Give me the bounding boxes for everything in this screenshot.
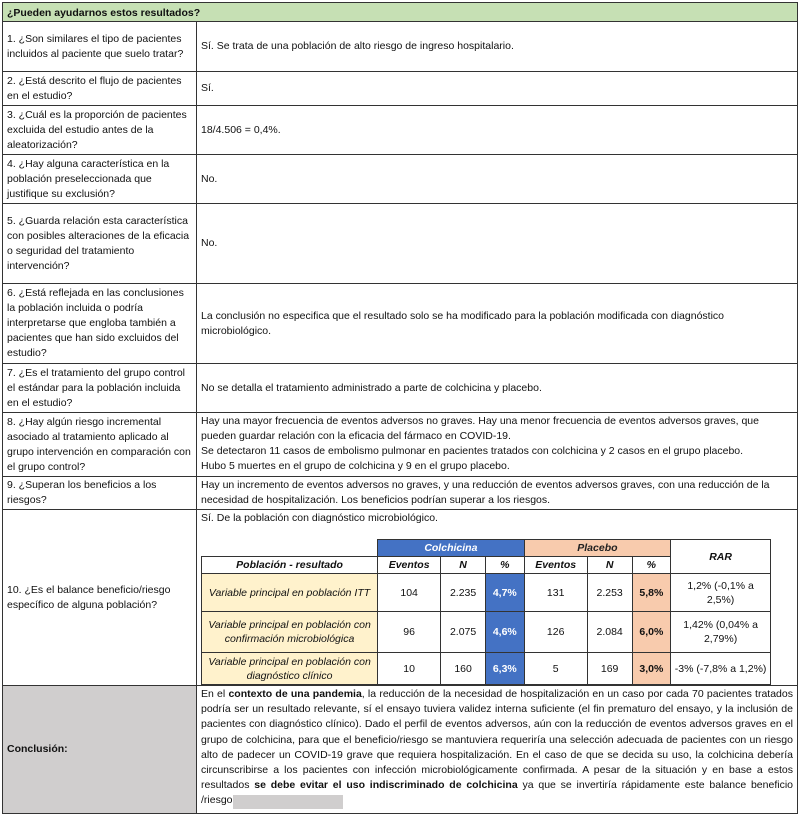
question-row-8 [2, 413, 798, 477]
answer-line: Se detectaron 11 casos de embolismo pulmonar en pacientes tratados con colchicina y 2 casos en el grupo placebo. [201, 445, 744, 457]
table-row [202, 653, 771, 685]
selection-highlight [233, 795, 343, 809]
question-row-3 [2, 106, 798, 155]
question-row-10 [2, 510, 798, 686]
question-text: 5. ¿Guarda relación esta característica con posibles alteraciones de la eficacia o seguridad del tratamiento intervención? [3, 204, 197, 283]
pla-eventos: 126 [524, 612, 587, 653]
answer-text: 18/4.506 = 0,4%. [201, 123, 281, 136]
question-text: 10. ¿Es el balance beneficio/riesgo específico de alguna población? [3, 510, 197, 685]
answer-line: Hubo 5 muertes en el grupo de colchicina y 9 en el grupo placebo. [201, 460, 510, 472]
col-n-header: N [441, 557, 486, 574]
table-row [202, 612, 771, 653]
question-row-6 [2, 284, 798, 364]
question-text: 4. ¿Hay alguna característica en la población preseleccionada que justifique su exclusión? [3, 155, 197, 203]
group-header-placebo: Placebo [524, 540, 671, 557]
rar-value: 1,2% (-0,1% a 2,5%) [671, 574, 771, 612]
answer-text [197, 413, 797, 476]
population-label: Variable principal en población ITT [202, 574, 378, 612]
question-text: 9. ¿Superan los beneficios a los riesgos? [3, 477, 197, 509]
col-n: 2.075 [441, 612, 486, 653]
col-eventos-header: Eventos [378, 557, 441, 574]
col-n: 160 [441, 653, 486, 685]
population-label: Variable principal en población con diagnóstico clínico [202, 653, 378, 685]
col-pct: 6,3% [485, 653, 524, 685]
table-row [202, 574, 771, 612]
col-eventos: 104 [378, 574, 441, 612]
question-text: 1. ¿Son similares el tipo de pacientes incluidos al paciente que suelo tratar? [3, 22, 197, 71]
pla-eventos: 5 [524, 653, 587, 685]
group-header-colchicina: Colchicina [378, 540, 525, 557]
pla-n: 169 [587, 653, 632, 685]
pla-pct: 6,0% [632, 612, 671, 653]
pla-pct-header: % [632, 557, 671, 574]
question-row-9 [2, 477, 798, 510]
pla-pct: 3,0% [632, 653, 671, 685]
question-text: 2. ¿Está descrito el flujo de pacientes en el estudio? [3, 72, 197, 105]
question-row-5 [2, 204, 798, 284]
question-text: 7. ¿Es el tratamiento del grupo control el estándar para la población incluida en el estudio? [3, 364, 197, 412]
col-n: 2.235 [441, 574, 486, 612]
pla-eventos: 131 [524, 574, 587, 612]
answer-text: Sí. [201, 82, 214, 94]
conclusion-text: En el contexto de una pandemia, la reducción de la necesidad de hospitalización en un caso por cada 70 pacientes tratados podría ser un resultado relevante, sí el ensayo tuviera validez interna suficiente (el fin prematuro del ensayo, y la inclusión de pacientes con diagnóstico clínico). Dado el perfil de eventos adversos, aún con la reducción de eventos adversos graves en el grupo de colchicina, para que el beneficio/riesgo se mantuviera requeriría una selección adecuada de pacientes con un riesgo alto de padecer un COVID-19 grave que requiera hospitalización. En el caso de que se decida su uso, la colchicina debería circunscribirse a los pacientes con infección microbiológicamente confirmada. A pesar de la situación y en base a estos resultados se debe evitar el uso indiscriminado de colchicina ya que se invertiría rápidamente este balance beneficio /riesgo [197, 686, 797, 813]
answer-text: No se detalla el tratamiento administrado a parte de colchicina y placebo. [201, 381, 542, 394]
results-table [201, 539, 771, 685]
pla-n-header: N [587, 557, 632, 574]
emphasis-recommendation: se debe evitar el uso indiscriminado de colchicina [254, 779, 518, 792]
emphasis-context: contexto de una pandemia [228, 688, 362, 700]
answer-text: Sí. Se trata de una población de alto riesgo de ingreso hospitalario. [201, 40, 514, 52]
col-pct-header: % [485, 557, 524, 574]
question-text: 3. ¿Cuál es la proporción de pacientes excluida del estudio antes de la aleatorización? [3, 106, 197, 154]
rar-header: RAR [671, 540, 771, 574]
answer-text: Hay un incremento de eventos adversos no graves, y una reducción de eventos adversos graves, con una reducción de la necesidad de hospitalización. Los beneficios podrían superar a los riesgos. [201, 479, 770, 506]
answer-block [197, 510, 797, 685]
pla-n: 2.084 [587, 612, 632, 653]
section-header: ¿Pueden ayudarnos estos resultados? [2, 2, 798, 22]
rar-value: 1,42% (0,04% a 2,79%) [671, 612, 771, 653]
question-text: 6. ¿Está reflejada en las conclusiones la población incluida o podría interpretarse que engloba también a pacientes que han sido excluidos del estudio? [3, 284, 197, 363]
answer-text: No. [201, 237, 218, 249]
conclusion-row [2, 686, 798, 814]
col-eventos: 10 [378, 653, 441, 685]
answer-text: La conclusión no especifica que el resultado solo se ha modificado para la población modificada con diagnóstico microbiológico. [201, 309, 725, 337]
question-text: 8. ¿Hay algún riesgo incremental asociado al tratamiento aplicado al grupo intervención en comparación con el grupo control? [3, 413, 197, 476]
answer-line: Hay una mayor frecuencia de eventos adversos no graves. Hay una menor frecuencia de eventos adversos graves, que pueden guardar relación con la eficacia del fármaco en COVID-19. [201, 415, 759, 442]
col-eventos: 96 [378, 612, 441, 653]
answer-intro: Sí. De la población con diagnóstico microbiológico. [201, 512, 438, 524]
col-pct: 4,6% [485, 612, 524, 653]
col-pct: 4,7% [485, 574, 524, 612]
pla-pct: 5,8% [632, 574, 671, 612]
pla-n: 2.253 [587, 574, 632, 612]
question-row-2 [2, 72, 798, 106]
rar-value: -3% (-7,8% a 1,2%) [671, 653, 771, 685]
question-row-7 [2, 364, 798, 413]
question-row-4 [2, 155, 798, 204]
pla-eventos-header: Eventos [524, 557, 587, 574]
answer-text: No. [201, 172, 218, 185]
population-label: Variable principal en población con confirmación microbiológica [202, 612, 378, 653]
critical-appraisal-sheet [2, 2, 798, 814]
question-row-1 [2, 22, 798, 72]
conclusion-label: Conclusión: [3, 686, 197, 813]
population-header: Población - resultado [202, 557, 378, 574]
